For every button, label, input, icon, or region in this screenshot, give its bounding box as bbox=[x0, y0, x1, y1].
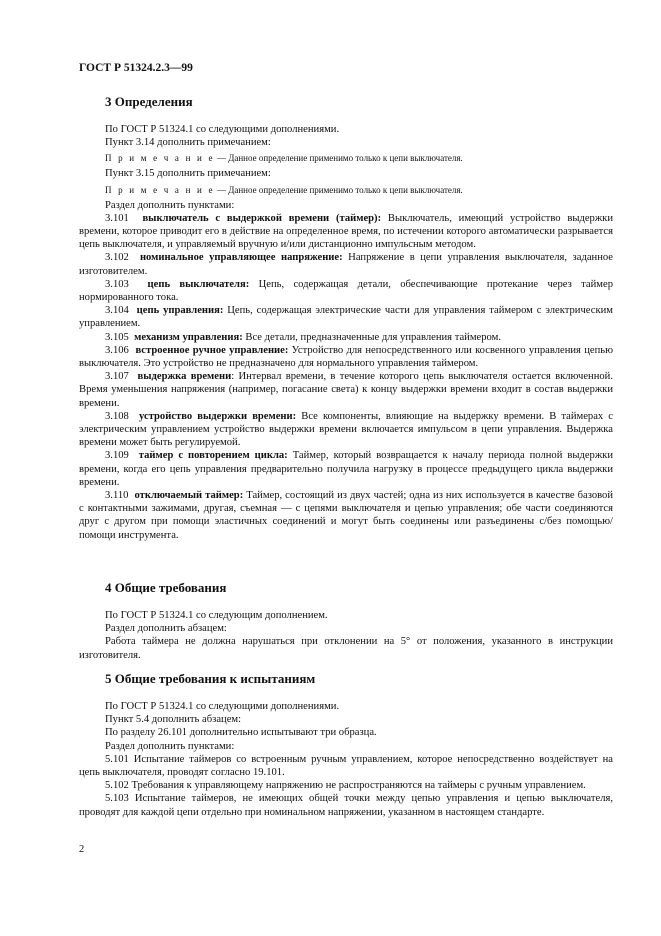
section-4-add: Раздел дополнить абзацем: bbox=[105, 623, 227, 635]
definition-3-103 bbox=[79, 278, 613, 304]
definition-3-104 bbox=[79, 304, 613, 330]
term: цепь выключателя: bbox=[147, 278, 250, 290]
item-text: Испытание таймеров со встроенным ручным управлением, которое непосредственно воздействует на цепь выключателя, проводят согласно 19.101. bbox=[79, 753, 613, 779]
item-5-102 bbox=[79, 779, 613, 792]
term: цепь управления: bbox=[136, 305, 224, 317]
definition-text: Напряжение в цепи управления выключателя, заданное изготовителем. bbox=[79, 252, 614, 277]
section-3-p314: Пункт 3.14 дополнить примечанием: bbox=[105, 137, 271, 149]
definition-text: Выключатель, имеющий устройство выдержки времени, которое приводит его в действие на определенное время, по истечении которого автоматически разрывается цепь выключателя, и управляемый вручную и/или дистанционно импульсным методом. bbox=[79, 212, 613, 251]
term: выдержка времени bbox=[137, 371, 232, 383]
definition-3-105 bbox=[79, 331, 613, 344]
item-number: 5.103 bbox=[105, 793, 129, 805]
definition-text: Все детали, предназначенные для управления таймером. bbox=[242, 331, 501, 343]
item-number: 3.110 bbox=[105, 490, 129, 502]
term: выключатель с выдержкой времени (таймер): bbox=[142, 212, 382, 224]
section-3-p315: Пункт 3.15 дополнить примечанием: bbox=[105, 168, 271, 180]
item-number: 3.106 bbox=[105, 344, 129, 356]
item-number: 3.105 bbox=[105, 331, 129, 343]
term: механизм управления: bbox=[134, 331, 243, 343]
definition-3-102 bbox=[79, 251, 613, 277]
section-5 bbox=[79, 671, 613, 819]
section-4 bbox=[79, 580, 613, 662]
definition-text: Цепь, содержащая детали, обеспечивающие протекание через таймер нормированного тока. bbox=[79, 278, 613, 304]
item-number: 3.107 bbox=[105, 371, 129, 383]
item-number: 5.102 bbox=[105, 780, 129, 792]
item-5-103 bbox=[79, 792, 613, 818]
note-314-label: П р и м е ч а н и е bbox=[105, 153, 215, 164]
note-315 bbox=[79, 184, 613, 196]
term: встроенное ручное управление: bbox=[135, 344, 289, 356]
section-3-intro: По ГОСТ Р 51324.1 со следующими дополнениями. bbox=[105, 124, 340, 135]
definition-text: Все компоненты, влияющие на выдержку времени. В таймерах с электрическим управлением устройство выдержки времени включается импульсом в цепи управления. Выдержка времени может быть регулируемой. bbox=[79, 410, 614, 449]
item-number: 3.103 bbox=[105, 278, 129, 290]
section-4-title: 4 Общие требования bbox=[105, 580, 227, 595]
item-text: Требования к управляющему напряжению не распространяются на таймеры с ручным управлением. bbox=[128, 780, 586, 792]
definition-3-108 bbox=[79, 410, 613, 450]
definition-text: : Интервал времени, в течение которого цепь выключателя остается включенной. Время уменьшения напряжения (например, погасание света) к концу выдержки времени входит в состав выдержки времени. bbox=[79, 371, 613, 409]
term: устройство выдержки времени: bbox=[139, 410, 297, 422]
term: таймер с повторением цикла: bbox=[138, 450, 288, 462]
definition-3-110 bbox=[79, 489, 613, 542]
section-5-p54: Пункт 5.4 дополнить абзацем: bbox=[105, 714, 242, 726]
term: номинальное управляющее напряжение: bbox=[139, 252, 343, 264]
definition-3-101 bbox=[79, 212, 613, 252]
definition-3-109 bbox=[79, 449, 613, 489]
item-5-101 bbox=[79, 753, 613, 779]
section-3 bbox=[79, 94, 613, 542]
section-4-text: Работа таймера не должна нарушаться при отклонении на 5° от положения, указанного в инструкции изготовителя. bbox=[79, 636, 613, 661]
item-text: Испытание таймеров, не имеющих общей точки между цепью управления и цепью выключателя, проводят для каждой цепи отдельно при номинальном напряжении, указанном в настоящем стандарте. bbox=[79, 793, 613, 818]
note-315-label: П р и м е ч а н и е bbox=[105, 184, 215, 195]
item-number: 3.109 bbox=[105, 450, 129, 462]
definition-text: Цепь, содержащая электрические части для управления таймером с электрическим управлением. bbox=[79, 305, 613, 330]
item-number: 3.108 bbox=[105, 410, 129, 422]
section-5-title: 5 Общие требования к испытаниям bbox=[105, 671, 316, 686]
item-number: 3.104 bbox=[105, 305, 129, 317]
section-5-intro: По ГОСТ Р 51324.1 со следующими дополнениями. bbox=[105, 701, 340, 712]
section-5-p54-text: По разделу 26.101 дополнительно испытывают три образца. bbox=[105, 727, 377, 739]
term: отключаемый таймер: bbox=[134, 490, 244, 502]
section-3-add-items: Раздел дополнить пунктами: bbox=[105, 199, 235, 211]
item-number: 3.101 bbox=[105, 212, 129, 224]
section-5-add-items: Раздел дополнить пунктами: bbox=[105, 740, 235, 752]
definition-text: Устройство для непосредственного или косвенного управления цепью выключателя. Это устройство не предназначено для нормального управления таймером. bbox=[79, 344, 613, 370]
page-number: 2 bbox=[79, 844, 85, 855]
document-header: ГОСТ Р 51324.2.3—99 bbox=[79, 62, 193, 74]
definition-text: Таймер, состоящий из двух частей; одна из них используется в качестве базовой с контактными зажимами, другая, съемная — с цепями выключателя и цепью управления; обе части соединяются друг с другом при помощи эластичных соединений и могут быть соединены или разъединены с/без помощью/помощи инструмента. bbox=[79, 490, 614, 541]
note-314-text: — Данное определение применимо только к цепи выключателя. bbox=[214, 153, 463, 164]
section-4-intro: По ГОСТ Р 51324.1 со следующим дополнением. bbox=[105, 610, 328, 621]
definition-3-106 bbox=[79, 344, 613, 370]
note-314 bbox=[79, 152, 613, 164]
definition-3-107 bbox=[79, 370, 613, 410]
definition-text: Таймер, который возвращается к началу периода полной выдержки времени, когда его цепь управления предварительно получила нагрузку в процессе предыдущего цикла выдержки времени. bbox=[79, 450, 613, 488]
item-number: 3.102 bbox=[105, 252, 129, 264]
item-number: 5.101 bbox=[105, 753, 129, 765]
section-3-title: 3 Определения bbox=[105, 94, 193, 109]
note-315-text: — Данное определение применимо только к цепи выключателя. bbox=[214, 184, 463, 195]
